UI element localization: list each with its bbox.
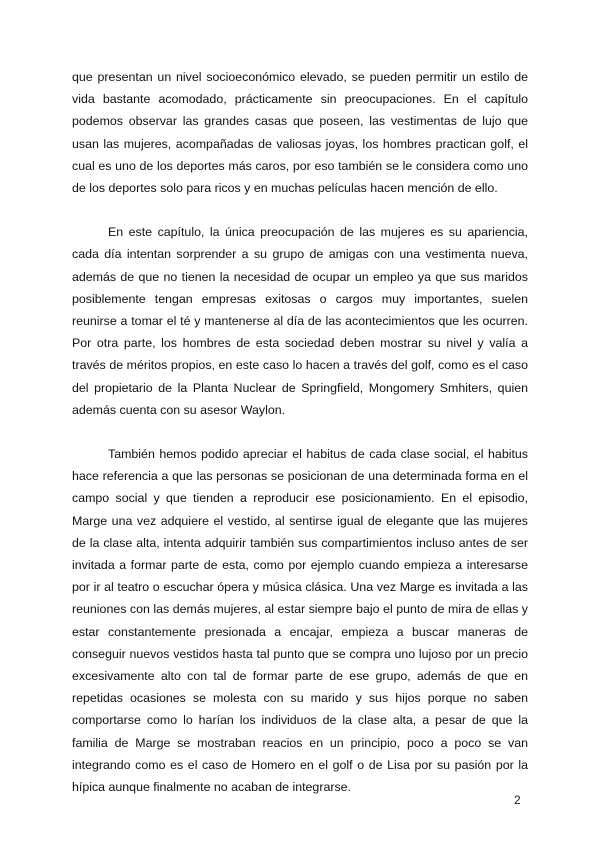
body-text [72, 66, 528, 820]
page-number: 2 [514, 793, 521, 807]
paragraph-2: En este capítulo, la única preocupación de las mujeres es su apariencia, cada día intentan sorprender a su grupo de amigas con una vestimenta nueva, además de que no tienen la necesidad de ocupar un empleo ya que sus maridos posiblemente tengan empresas exitosas o cargos muy importantes, suelen reunirse a tomar el té y mantenerse al día de las acontecimientos que les ocurren. Por otra parte, los hombres de esta sociedad deben mostrar su nivel y valía a través de méritos propios, en este caso lo hacen a través del golf, como es el caso del propietario de la Planta Nuclear de Springfield, Mongomery Smhiters, quien además cuenta con su asesor Waylon. [72, 225, 528, 417]
paragraph-1: que presentan un nivel socioeconómico elevado, se pueden permitir un estilo de vida bastante acomodado, prácticamente sin preocupaciones. En el capítulo podemos observar las grandes casas que poseen, las vestimentas de lujo que usan las mujeres, acompañadas de valiosas joyas, los hombres practican golf, el cual es uno de los deportes más caros, por eso también se le considera como uno de los deportes solo para ricos y en muchas películas hacen mención de ello. [72, 70, 528, 196]
paragraph-3: También hemos podido apreciar el habitus de cada clase social, el habitus hace referencia a que las personas se posicionan de una determinada forma en el campo social y que tienden a reproducir ese posicionamiento. En el episodio, Marge una vez adquiere el vestido, al sentirse igual de elegante que las mujeres de la clase alta, intenta adquirir también sus compartimientos incluso antes de ser invitada a formar parte de esta, como por ejemplo cuando empieza a interesarse por ir al teatro o escuchar ópera y música clásica. Una vez Marge es invitada a las reuniones con las demás mujeres, al estar siempre bajo el punto de mira de ellas y estar constantemente presionada a encajar, empieza a buscar maneras de conseguir nuevos vestidos hasta tal punto que se compra uno lujoso por un precio excesivamente alto con tal de formar parte de ese grupo, además de que en repetidas ocasiones se molesta con su marido y sus hijos porque no saben comportarse como lo harían los individuos de la clase alta, a pesar de que la familia de Marge se mostraban reacios en un principio, poco a poco se van integrando como es el caso de Homero en el golf o de Lisa por su pasión por la hípica aunque finalmente no acaban de integrarse. [72, 447, 528, 795]
